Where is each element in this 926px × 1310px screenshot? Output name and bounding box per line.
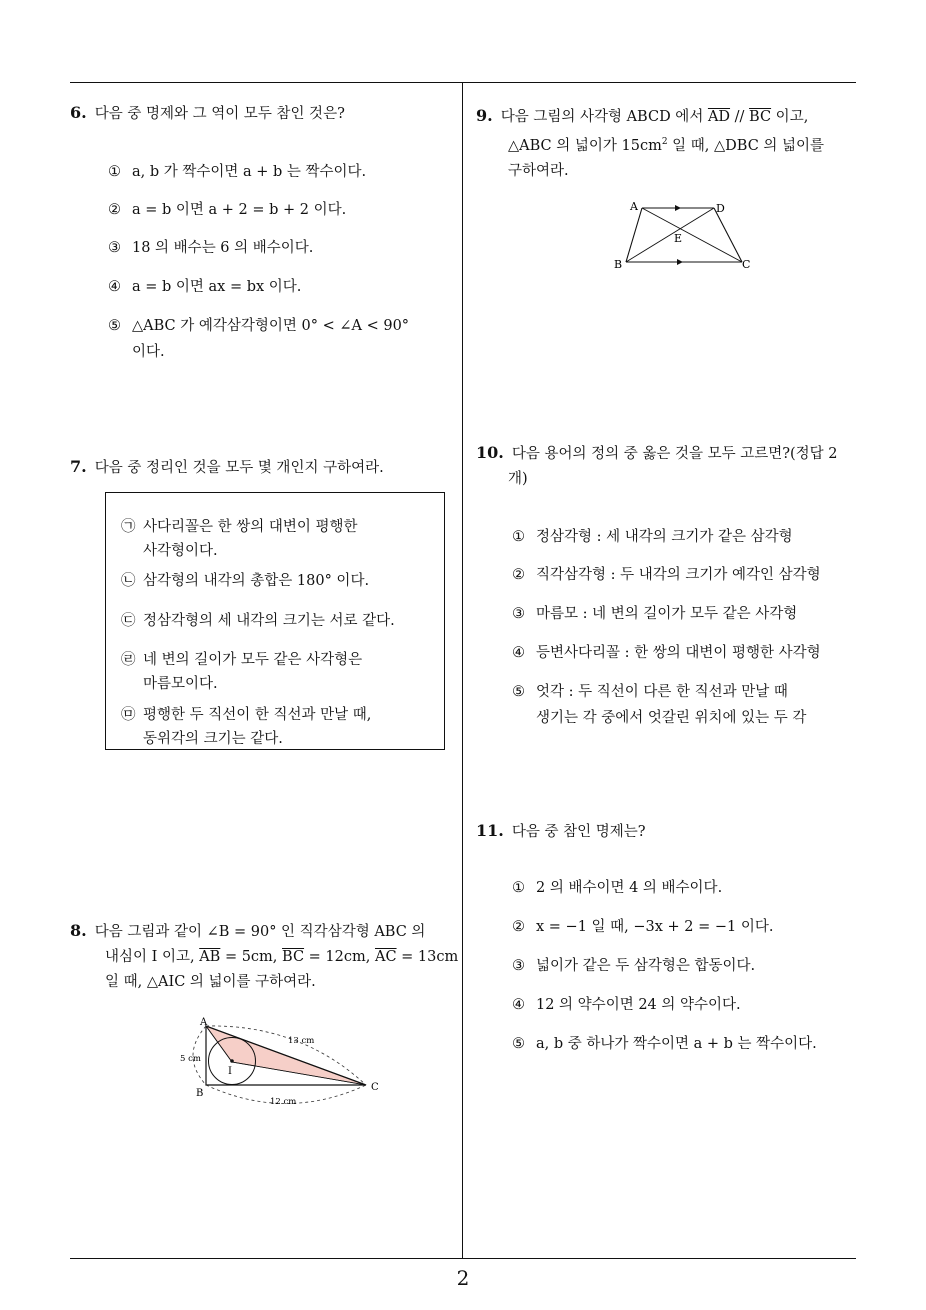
q7-item-2: ㉡ 삼각형의 내각의 총합은 180° 이다.	[121, 573, 370, 589]
label-a: A	[200, 1017, 208, 1028]
label-e: E	[674, 232, 683, 245]
label-a: A	[630, 200, 638, 213]
q11-option-3[interactable]: ③ 넓이가 같은 두 삼각형은 합동이다.	[512, 958, 756, 974]
q7-item-4: ㉣ 네 변의 길이가 모두 같은 사각형은 마름모이다.	[121, 652, 363, 692]
bottom-rule	[70, 1258, 856, 1259]
question-7-number: 7.	[70, 457, 87, 476]
q10-option-5[interactable]: ⑤ 엇각 : 두 직선이 다른 한 직선과 만날 때 생기는 각 중에서 엇갈린 위치에 있는 두 각	[512, 684, 807, 726]
question-9-stem: 9. 다음 그림의 사각형 ABCD 에서 $\overline{AD} // \overline{BC}$ 이고, △ABC 의 넓이가 $15cm^2$ 일 때, △DBC 의 넓이를 구하여라.	[476, 106, 825, 179]
q6-option-2[interactable]: ② a = b 이면 a + 2 = b + 2 이다.	[108, 202, 347, 218]
question-6-number: 6.	[70, 103, 87, 122]
parallel-arrow-bottom	[677, 259, 683, 265]
label-i: I	[228, 1066, 232, 1077]
label-b: B	[614, 258, 623, 271]
q7-item-3: ㉢ 정삼각형의 세 내각의 크기는 서로 같다.	[121, 613, 395, 629]
q11-option-1[interactable]: ① 2 의 배수이면 4 의 배수이다.	[512, 880, 723, 896]
question-8-stem: 8. 다음 그림과 같이 ∠B = 90° 인 직각삼각형 ABC 의 내심이 I 이고, $\overline{AB} = 5cm$, $\overline{BC} = 12cm$, $\overline{AC} = 13cm$ 일 때, △AIC 의 넓이를 구하여라.	[70, 921, 459, 990]
q11-option-4[interactable]: ④ 12 의 약수이면 24 의 약수이다.	[512, 997, 741, 1013]
parallel-arrow-top	[675, 205, 681, 211]
q10-option-1[interactable]: ① 정삼각형 : 세 내각의 크기가 같은 삼각형	[512, 529, 793, 545]
question-6-stem: 6. 다음 중 명제와 그 역이 모두 참인 것은?	[70, 103, 345, 122]
column-divider	[462, 82, 463, 1258]
question-7-stem: 7. 다음 중 정리인 것을 모두 몇 개인지 구하여라.	[70, 457, 384, 476]
q7-statement-box	[105, 492, 445, 750]
q11-option-2[interactable]: ② x = −1 일 때, −3x + 2 = −1 이다.	[512, 919, 774, 935]
question-11-number: 11.	[476, 821, 504, 840]
incenter-dot	[230, 1059, 234, 1063]
question-11-stem: 11. 다음 중 참인 명제는?	[476, 821, 646, 840]
label-ac-length: 13 cm	[288, 1036, 315, 1046]
label-ab-length: 5 cm	[180, 1054, 201, 1064]
label-d: D	[716, 202, 725, 215]
q6-option-1[interactable]: ① a, b 가 짝수이면 a + b 는 짝수이다.	[108, 164, 367, 180]
q11-option-5[interactable]: ⑤ a, b 중 하나가 짝수이면 a + b 는 짝수이다.	[512, 1036, 817, 1052]
q10-option-2[interactable]: ② 직각삼각형 : 두 내각의 크기가 예각인 삼각형	[512, 567, 821, 583]
question-9-number: 9.	[476, 106, 493, 125]
label-c: C	[742, 258, 751, 271]
q7-item-5: ㉤ 평행한 두 직선이 한 직선과 만날 때, 동위각의 크기는 같다.	[121, 707, 372, 747]
q10-option-3[interactable]: ③ 마름모 : 네 변의 길이가 모두 같은 사각형	[512, 606, 798, 622]
label-bc-length: 12 cm	[270, 1097, 297, 1107]
q6-option-3[interactable]: ③ 18 의 배수는 6 의 배수이다.	[108, 240, 314, 256]
question-10-stem: 10. 다음 용어의 정의 중 옳은 것을 모두 고르면?(정답 2 개)	[476, 443, 838, 487]
q9-trapezoid-figure	[610, 196, 760, 276]
page-number: 2	[456, 1266, 470, 1290]
label-c: C	[371, 1082, 379, 1093]
q7-item-1: ㉠ 사다리꼴은 한 쌍의 대변이 평행한 사각형이다.	[121, 519, 358, 559]
q8-triangle-figure	[170, 1010, 390, 1110]
q6-option-5[interactable]: ⑤ △ABC 가 예각삼각형이면 0° < ∠A < 90° 이다.	[108, 318, 410, 360]
q6-option-4[interactable]: ④ a = b 이면 ax = bx 이다.	[108, 279, 302, 295]
q10-option-4[interactable]: ④ 등변사다리꼴 : 한 쌍의 대변이 평행한 사각형	[512, 645, 821, 661]
top-rule	[70, 82, 856, 83]
diagonal-ac	[642, 208, 742, 262]
label-b: B	[196, 1088, 204, 1099]
question-8-number: 8.	[70, 921, 87, 940]
side-dc	[714, 208, 742, 262]
question-10-number: 10.	[476, 443, 504, 462]
